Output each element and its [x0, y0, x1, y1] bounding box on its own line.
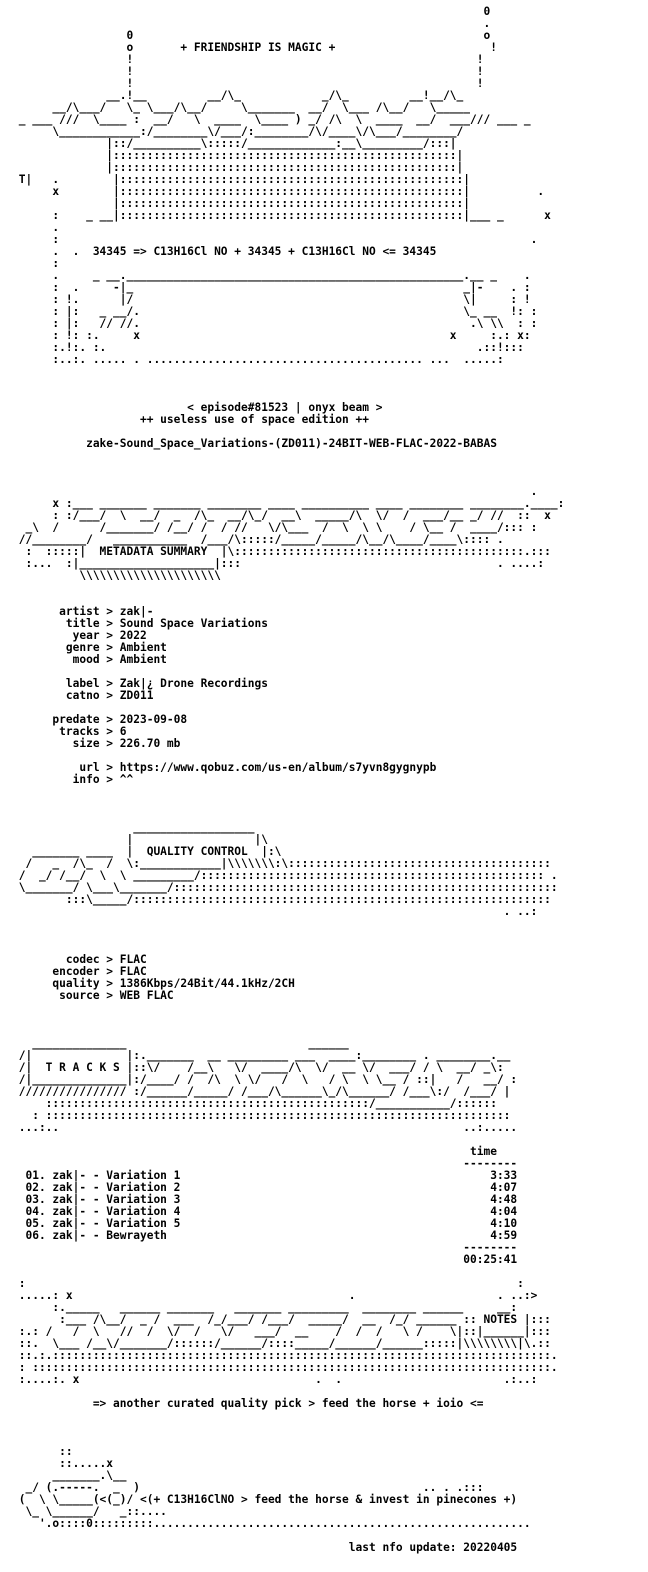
nfo-line: time: [12, 1145, 497, 1158]
nfo-line: ::: [12, 1445, 73, 1458]
nfo-line: \____________:/________\/___/:________/\/____\/\___/________/: [12, 125, 484, 138]
nfo-line: [12, 378, 648, 390]
nfo-line: encoder > FLAC: [12, 965, 147, 978]
nfo-line: /| |:._______ __ _________ ___ ____:________ . ________.__: [12, 1049, 511, 1062]
nfo-line: 02. zak|- - Variation 2 4:07: [12, 1181, 518, 1194]
nfo-line: [12, 1422, 648, 1434]
nfo-line: _\ / /_______/ /__/ / / // \/\___ / \ \ \ / \__ / ____/::: :: [12, 521, 538, 534]
nfo-line: ! !: [12, 53, 484, 66]
nfo-line: codec > FLAC: [12, 953, 147, 966]
nfo-line: T| . |:::::::::::::::::::::::::::::::::::::::::::::::::::|: [12, 173, 471, 186]
nfo-line: |:::::::::::::::::::::::::::::::::::::::::::::::::::|: [12, 161, 464, 174]
nfo-line: [12, 1410, 648, 1422]
nfo-line: year > 2022: [12, 629, 147, 642]
nfo-line: [12, 1014, 648, 1026]
nfo-line: :....:. x . . .:..:: [12, 1373, 538, 1386]
nfo-line: : !: :. x x :.: x:: [12, 329, 531, 342]
nfo-line: \_ \______/ _::....: [12, 1505, 167, 1518]
nfo-line: => another curated quality pick > feed the horse + ioio <=: [12, 1397, 484, 1410]
nfo-line: [12, 1434, 648, 1446]
nfo-line: : . -|_ _|- . :: [12, 281, 531, 294]
nfo-line: : |: _ __/. \_ __ !: :: [12, 305, 538, 318]
nfo-line: tracks > 6: [12, 725, 127, 738]
nfo-line: |:::::::::::::::::::::::::::::::::::::::::::::::::::|: [12, 197, 471, 210]
nfo-line: :... :|____________________|::: . ....:: [12, 557, 545, 570]
nfo-line: .: [12, 221, 60, 234]
nfo-line: 0: [12, 6, 491, 18]
nfo-line: [12, 930, 648, 942]
nfo-line: 04. zak|- - Variation 4 4:04: [12, 1205, 518, 1218]
nfo-line: :._____ ______ _______ _______ _________ ________ ______ __:: [12, 1301, 518, 1314]
nfo-line: source > WEB FLAC: [12, 989, 174, 1002]
nfo-document: [0, 6, 648, 1554]
nfo-line: : :: [12, 1277, 524, 1290]
nfo-line: ! !: [12, 77, 484, 90]
nfo-line: 03. zak|- - Variation 3 4:48: [12, 1193, 518, 1206]
nfo-line: 0 o: [12, 29, 491, 42]
nfo-line: : :::::| METADATA SUMMARY |\:::::::::::::::::::::::::::::::::::::::::::.:::: [12, 545, 551, 558]
nfo-line: size > 226.70 mb: [12, 737, 181, 750]
nfo-line: \\\\\\\\\\\\\\\\\\\\\: [12, 569, 221, 582]
nfo-line: : .: [12, 233, 538, 246]
nfo-line: : :/___/ \ __/ _ /\_ __/\_/ __\ _____/\ \/ / ___/__ _/ // :: x: [12, 509, 551, 522]
nfo-line: _______.\__: [12, 1469, 127, 1482]
nfo-line: .: [12, 485, 538, 498]
nfo-line: --------: [12, 1241, 518, 1254]
nfo-line: [12, 798, 648, 810]
nfo-line: [12, 786, 648, 798]
nfo-line: ::. \___ /__\/_______/::::::/______/::::_____/______/______:::::|\\\\\\\\|\.::: [12, 1337, 551, 1350]
nfo-line: : :::::::::::::::::::::::::::::::::::::::::::::::::::::::::::::::::::::: [12, 1109, 511, 1122]
nfo-line: [12, 366, 648, 378]
nfo-line: :::\_____/::::::::::::::::::::::::::::::::::::::::::::::::::::::::::::::: [12, 893, 551, 906]
nfo-line: / _ /\_ / \:____________|\\\\\\\:\:::::::::::::::::::::::::::::::::::::::: [12, 857, 551, 870]
nfo-line: artist > zak|-: [12, 605, 154, 618]
nfo-line: | |\: [12, 833, 268, 846]
nfo-line: |::/__________\:::::/_____________:__\_________/:::|: [12, 137, 457, 150]
nfo-line: :.!:. :. .::!:::: [12, 341, 524, 354]
nfo-line: |:::::::::::::::::::::::::::::::::::::::::::::::::::|: [12, 149, 464, 162]
nfo-line: __.!__ __/\_ _/\_ __!__/\_: [12, 89, 464, 102]
nfo-line: 05. zak|- - Variation 5 4:10: [12, 1217, 518, 1230]
nfo-line: _______ ____ | QUALITY CONTROL |:\: [12, 845, 282, 858]
nfo-line: //////////////// :/______/_____/ /___/\______\_/\______/ /___\:/ /___/ |: [12, 1085, 511, 1098]
nfo-line: /|______________|:/____/ / /\ \ \/ / \ / \ \ \__ / ::| / __/ :: [12, 1073, 518, 1086]
nfo-line: //________/ ___________ /___/\:::::/_____/_____/\__/\____/____\:::: .: [12, 533, 504, 546]
nfo-line: zake-Sound_Space_Variations-(ZD011)-24BIT-WEB-FLAC-2022-BABAS: [12, 437, 497, 450]
nfo-line: 06. zak|- - Bewrayeth 4:59: [12, 1229, 518, 1242]
nfo-line: /| T R A C K S |::\/ /__\ \/ ____/\ \/ __ \/ ___/ / \ __/ _\:: [12, 1061, 504, 1074]
nfo-line: : |: // //. .\ \\ : :: [12, 317, 538, 330]
nfo-line: '.o::::0:::::::::........................................................: [12, 1517, 531, 1530]
nfo-line: _/ (.-----. _ ) .. . .:::: [12, 1481, 484, 1494]
nfo-line: : !. |/ \| : !: [12, 293, 531, 306]
nfo-line: [12, 450, 648, 462]
nfo-line: : _ __|:::::::::::::::::::::::::::::::::::::::::::::::::::|___ _ x: [12, 209, 551, 222]
nfo-line: --------: [12, 1157, 518, 1170]
nfo-line: ! !: [12, 65, 484, 78]
nfo-line: ::::::::::::::::::::::::::::::::::::::::::::::::/___________/::::::: [12, 1097, 497, 1110]
nfo-line: [12, 918, 648, 930]
nfo-line: [12, 1002, 648, 1014]
nfo-line: :___ /\__/ _ / ___ /_/___/ /___/ _____/ __ /_/ ______ :: NOTES |:::: [12, 1313, 551, 1326]
nfo-line: :.: / / \ // / \/ / \/ ___/ __ / / / \ / \|::|______|:::: [12, 1325, 551, 1338]
nfo-line: ...:.. ..:.....: [12, 1121, 518, 1134]
nfo-line: . _ __.__________________________________________________.__ _ .: [12, 269, 531, 282]
nfo-line: . ..:: [12, 905, 538, 918]
nfo-line: __________________: [12, 821, 255, 834]
nfo-line: __/\___/ \_ \___/\__/ \_______ __/ \___ /\__/ \_____: [12, 101, 484, 114]
nfo-line: genre > Ambient: [12, 641, 167, 654]
nfo-line: : :::::::::::::::::::::::::::::::::::::::::::::::::::::::::::::::::::::::::::::.: [12, 1361, 558, 1374]
nfo-line: [12, 582, 648, 594]
nfo-line: catno > ZD011: [12, 689, 154, 702]
nfo-line: . . 34345 => C13H16Cl NO + 34345 + C13H16Cl NO <= 34345: [12, 245, 437, 258]
nfo-line: info > ^^: [12, 773, 134, 786]
nfo-line: url > https://www.qobuz.com/us-en/album/s7yvn8gygnypb: [12, 761, 437, 774]
nfo-line: / _/ /__/ \ \ _________/::::::::::::::::::::::::::::::::::::::::::::::::::: .: [12, 869, 558, 882]
nfo-line: last nfo update: 20220405: [12, 1541, 518, 1554]
nfo-line: 01. zak|- - Variation 1 3:33: [12, 1169, 518, 1182]
nfo-line: [12, 462, 648, 474]
nfo-line: ______________ ______: [12, 1037, 349, 1050]
nfo-line: :: [12, 257, 60, 270]
nfo-line: x :___ _______ _______ ________ ____ __________ ____ ________ ________.____:: [12, 497, 565, 510]
nfo-line: _ ___ /// \____ : __/ \ ____ \____ ) _/ /\ \ ____ __/ ___/// ___ _: [12, 113, 531, 126]
nfo-line: predate > 2023-09-08: [12, 713, 188, 726]
nfo-line: title > Sound Space Variations: [12, 617, 268, 630]
nfo-line: ::.:.::::::::::::::::::::::::::::::::::::::::::::::::::::::::::::::::::::::::::.: [12, 1349, 558, 1362]
nfo-line: mood > Ambient: [12, 653, 167, 666]
nfo-line: ::.....x: [12, 1457, 114, 1470]
nfo-line: ( \ \_____(<(_)/ <(+ C13H16ClNO > feed the horse & invest in pinecones +): [12, 1493, 518, 1506]
nfo-line: x |:::::::::::::::::::::::::::::::::::::::::::::::::::| .: [12, 185, 545, 198]
nfo-line: < episode#81523 | onyx beam >: [12, 401, 383, 414]
nfo-line: o + FRIENDSHIP IS MAGIC + !: [12, 41, 497, 54]
nfo-line: 00:25:41: [12, 1253, 518, 1266]
nfo-line: .: [12, 17, 491, 30]
nfo-line: :..:. ..... . ......................................... ... .....:: [12, 353, 504, 366]
nfo-line: quality > 1386Kbps/24Bit/44.1kHz/2CH: [12, 977, 295, 990]
nfo-line: \_______/ \___\_______/:::::::::::::::::::::::::::::::::::::::::::::::::::::::::: [12, 881, 558, 894]
nfo-line: label > Zak|¿ Drone Recordings: [12, 677, 268, 690]
nfo-line: ++ useless use of space edition ++: [12, 413, 369, 426]
nfo-line: .....: x . . ..:>: [12, 1289, 538, 1302]
